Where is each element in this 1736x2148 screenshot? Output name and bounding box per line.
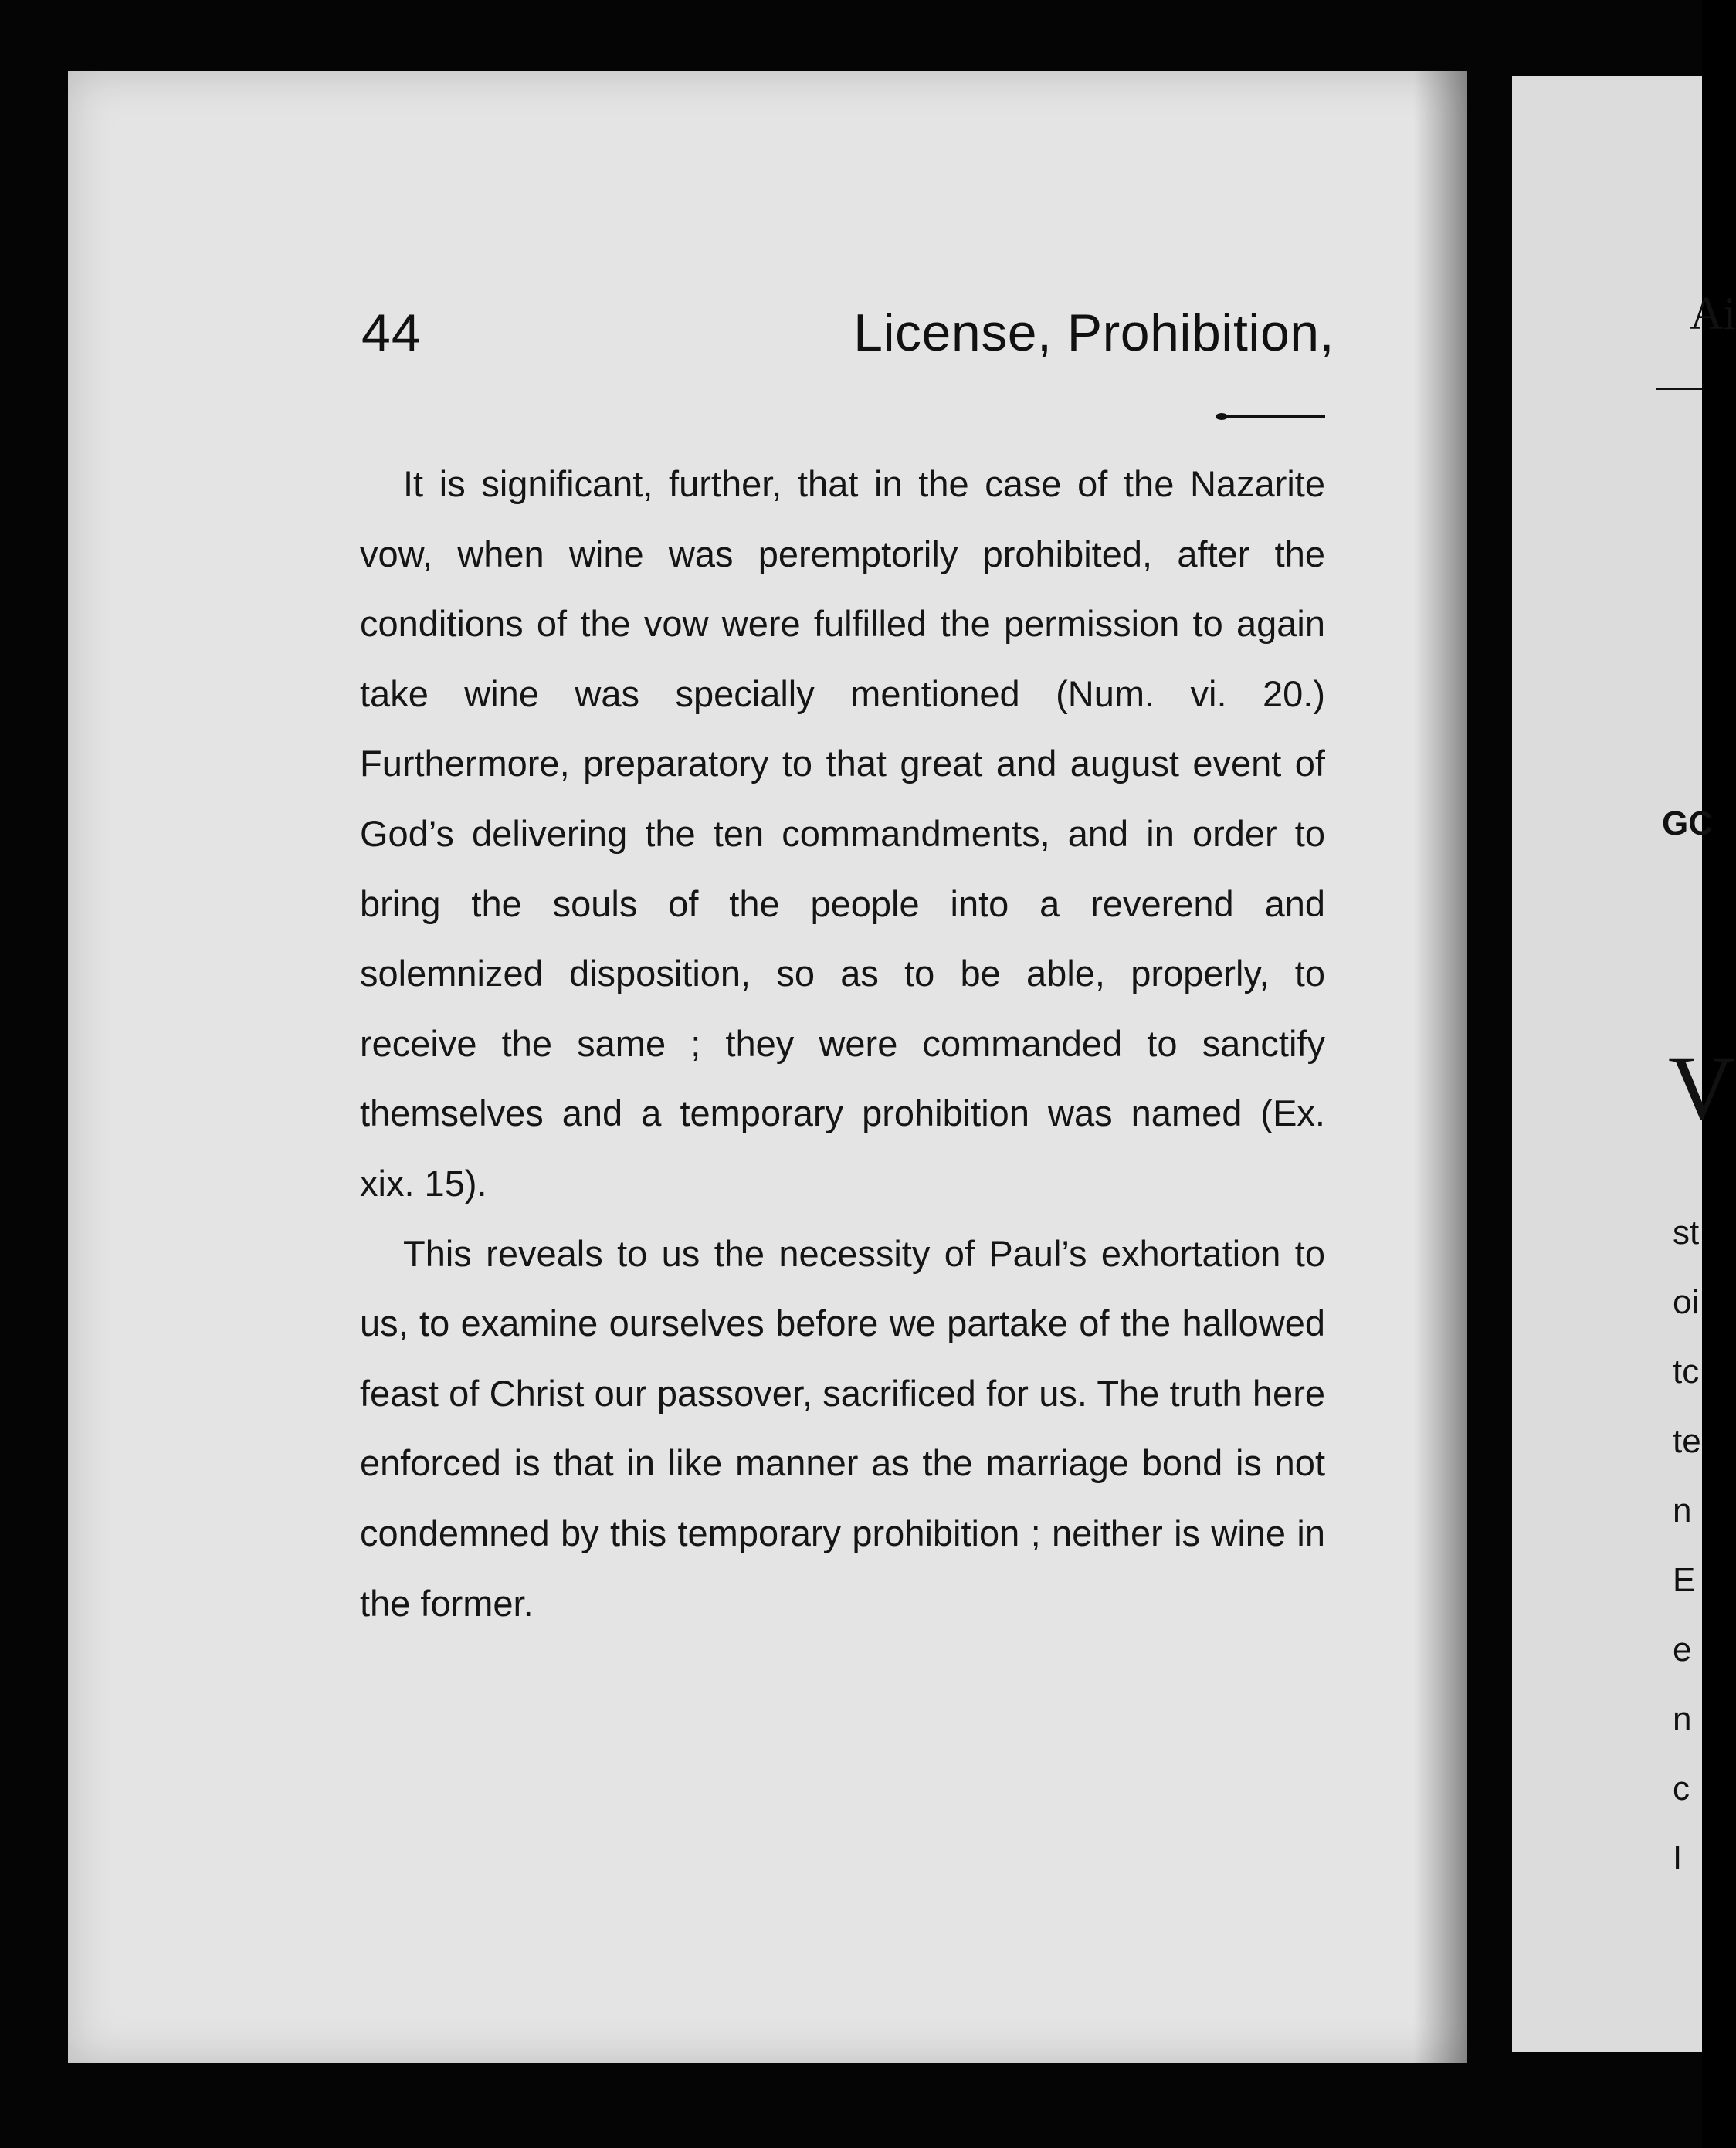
- body-text: [360, 449, 1325, 1638]
- facing-line-start: n: [1673, 1700, 1692, 1738]
- facing-line-start: st: [1673, 1214, 1700, 1252]
- paragraph-1: It is significant, further, that in the case of the Nazarite vow, when wine was peremptorily prohibited, after the conditions of the vow were fulfilled the permission to again take wine was specially mentioned (Num. vi. 20.) Furthermore, preparatory to that great and august event of God’s delivering the ten commandments, and in order to bring the souls of the people into a reverend and solemnized disposition, so as to be able, properly, to receive the same ; they were commanded to sanctify themselves and a temporary prohibition was named (Ex. xix. 15).: [360, 463, 1325, 1204]
- facing-line-start: tc: [1673, 1353, 1700, 1391]
- facing-page-rule: [1656, 388, 1702, 390]
- facing-line-start: oi: [1673, 1283, 1700, 1321]
- facing-line-start: te: [1673, 1422, 1701, 1460]
- page-number: 44: [361, 303, 422, 362]
- facing-page-drop-cap: V: [1668, 1036, 1735, 1139]
- facing-page-heading: Ai: [1690, 288, 1736, 339]
- facing-line-start: E: [1673, 1561, 1696, 1599]
- facing-line-start: n: [1673, 1492, 1692, 1530]
- facing-page-small-caps: GC: [1662, 805, 1713, 842]
- header-ornament-rule: [1219, 415, 1325, 418]
- facing-line-start: c: [1673, 1770, 1690, 1808]
- facing-line-start: e: [1673, 1631, 1692, 1669]
- facing-line-start: I: [1673, 1839, 1683, 1877]
- gutter-shadow: [1413, 71, 1467, 2063]
- running-title: License, Prohibition,: [853, 303, 1334, 362]
- paragraph-2: This reveals to us the necessity of Paul’s exhortation to us, to examine ourselves before we partake of the hallowed feast of Christ our passover, sacrificed for us. The truth here enforced is that in like manner as the marriage bond is not condemned by this temporary prohibition ; neither is wine in the former.: [360, 1232, 1325, 1624]
